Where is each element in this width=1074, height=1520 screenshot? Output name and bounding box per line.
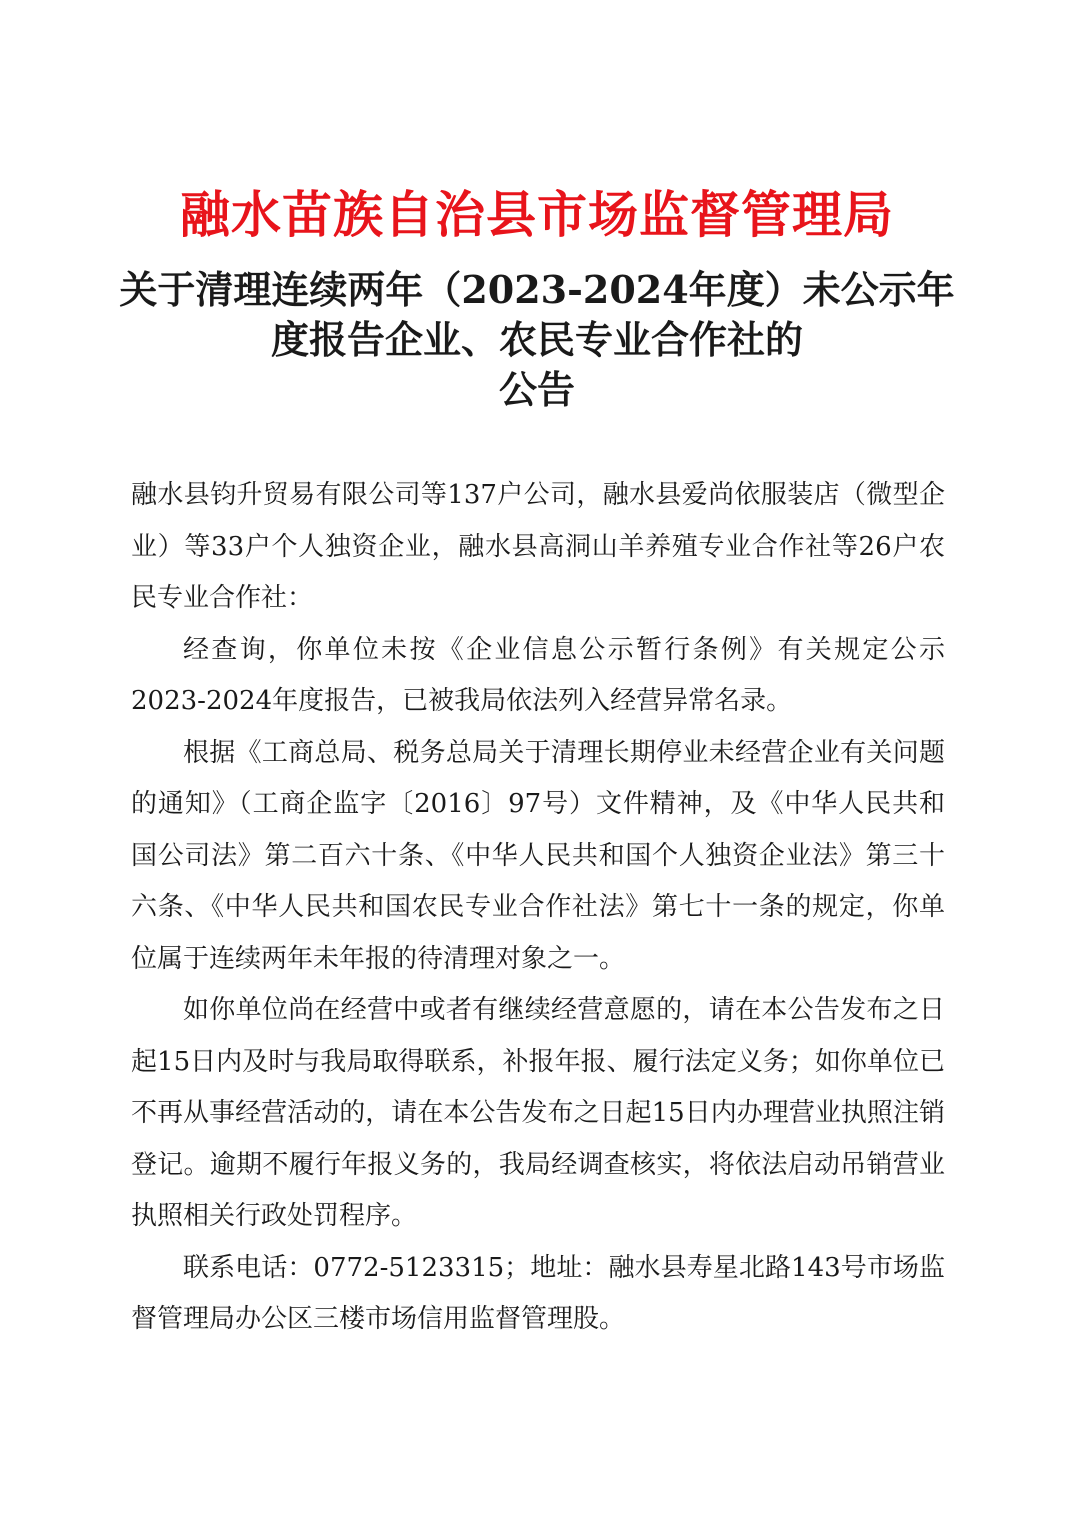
- announcement-body: [131, 470, 945, 1346]
- issuing-organization-title: 融水苗族自治县市场监督管理局: [180, 185, 894, 244]
- body-paragraph: 根据《工商总局、税务总局关于清理长期停业未经营企业有关问题的通知》（工商企监字〔2016〕97号）文件精神，及《中华人民共和国公司法》第二百六十条、《中华人民共和国个人独资企业法》第三十六条、《中华人民共和国农民专业合作社法》第七十一条的规定，你单位属于连续两年未年报的待清理对象之一。: [131, 737, 945, 974]
- subject-line-1: 关于清理连续两年（2023-2024年度）未公示年: [119, 267, 955, 312]
- announcement-subject: [100, 265, 974, 415]
- body-paragraph: 如你单位尚在经营中或者有继续经营意愿的，请在本公告发布之日起15日内及时与我局取得联系，补报年报、履行法定义务；如你单位已不再从事经营活动的，请在本公告发布之日起15日内办理营业执照注销登记。逾期不履行年报义务的，我局经调查核实，将依法启动吊销营业执照相关行政处罚程序。: [131, 995, 945, 1231]
- body-paragraph: 经查询，你单位未按《企业信息公示暂行条例》有关规定公示2023-2024年度报告，已被我局依法列入经营异常名录。: [131, 634, 945, 716]
- contact-paragraph: 联系电话：0772-5123315；地址：融水县寿星北路143号市场监督管理局办公区三楼市场信用监督管理股。: [131, 1252, 945, 1334]
- subject-line-3: 公告: [498, 367, 575, 412]
- subject-line-2: 度报告企业、农民专业合作社的: [270, 317, 803, 362]
- addressee-paragraph: 融水县钧升贸易有限公司等137户公司，融水县爱尚依服装店（微型企业）等33户个人独资企业，融水县高洞山羊养殖专业合作社等26户农民专业合作社：: [131, 480, 945, 613]
